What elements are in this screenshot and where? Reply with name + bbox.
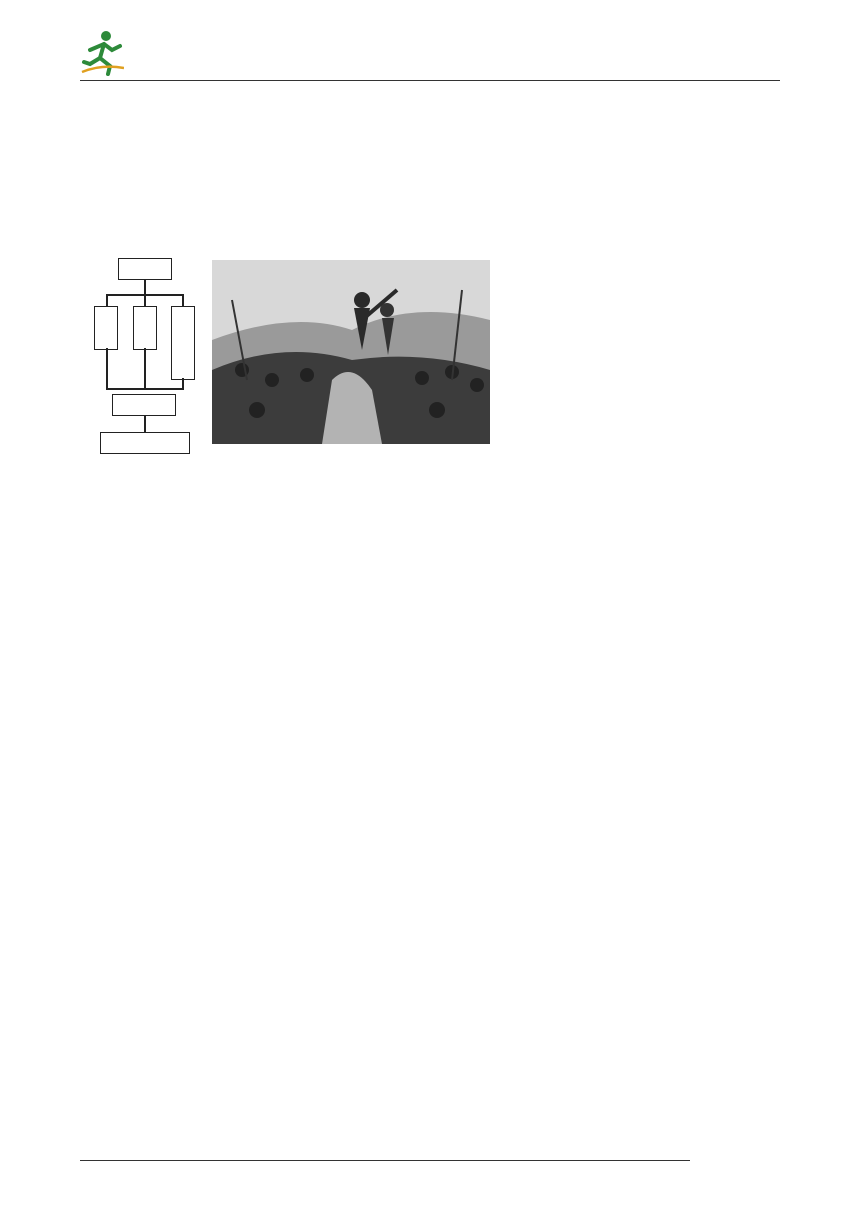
- connector: [144, 415, 146, 433]
- org-taiwei: [94, 306, 118, 350]
- header-divider: [80, 80, 780, 81]
- sub-question: [80, 186, 780, 209]
- sub-question: [80, 164, 780, 187]
- figures: [80, 258, 780, 472]
- org-chart: [90, 258, 202, 470]
- material-paragraph: [80, 141, 780, 164]
- section-title: [80, 96, 780, 119]
- connector: [106, 388, 184, 390]
- connector: [144, 348, 146, 390]
- document-body: [80, 96, 780, 589]
- org-chengxiang: [133, 306, 157, 350]
- sub-question: [80, 521, 780, 544]
- page-header: [80, 28, 780, 80]
- sub-question: [80, 567, 780, 590]
- sub-question: [80, 476, 780, 499]
- footer-divider: [80, 1160, 690, 1161]
- org-emperor: [118, 258, 172, 280]
- sub-question: [80, 544, 780, 567]
- org-jun: [112, 394, 176, 416]
- question-stem: [80, 119, 780, 142]
- runner-logo-icon: [80, 28, 124, 76]
- uprising-painting-image: [212, 260, 490, 444]
- org-yushi: [171, 306, 195, 380]
- connector: [144, 279, 146, 295]
- painting-illustration: [212, 260, 490, 444]
- org-xian: [100, 432, 190, 454]
- question-stem: [80, 232, 780, 255]
- question-stem: [80, 499, 780, 522]
- connector: [106, 348, 108, 390]
- logo: [80, 28, 250, 78]
- sub-question: [80, 209, 780, 232]
